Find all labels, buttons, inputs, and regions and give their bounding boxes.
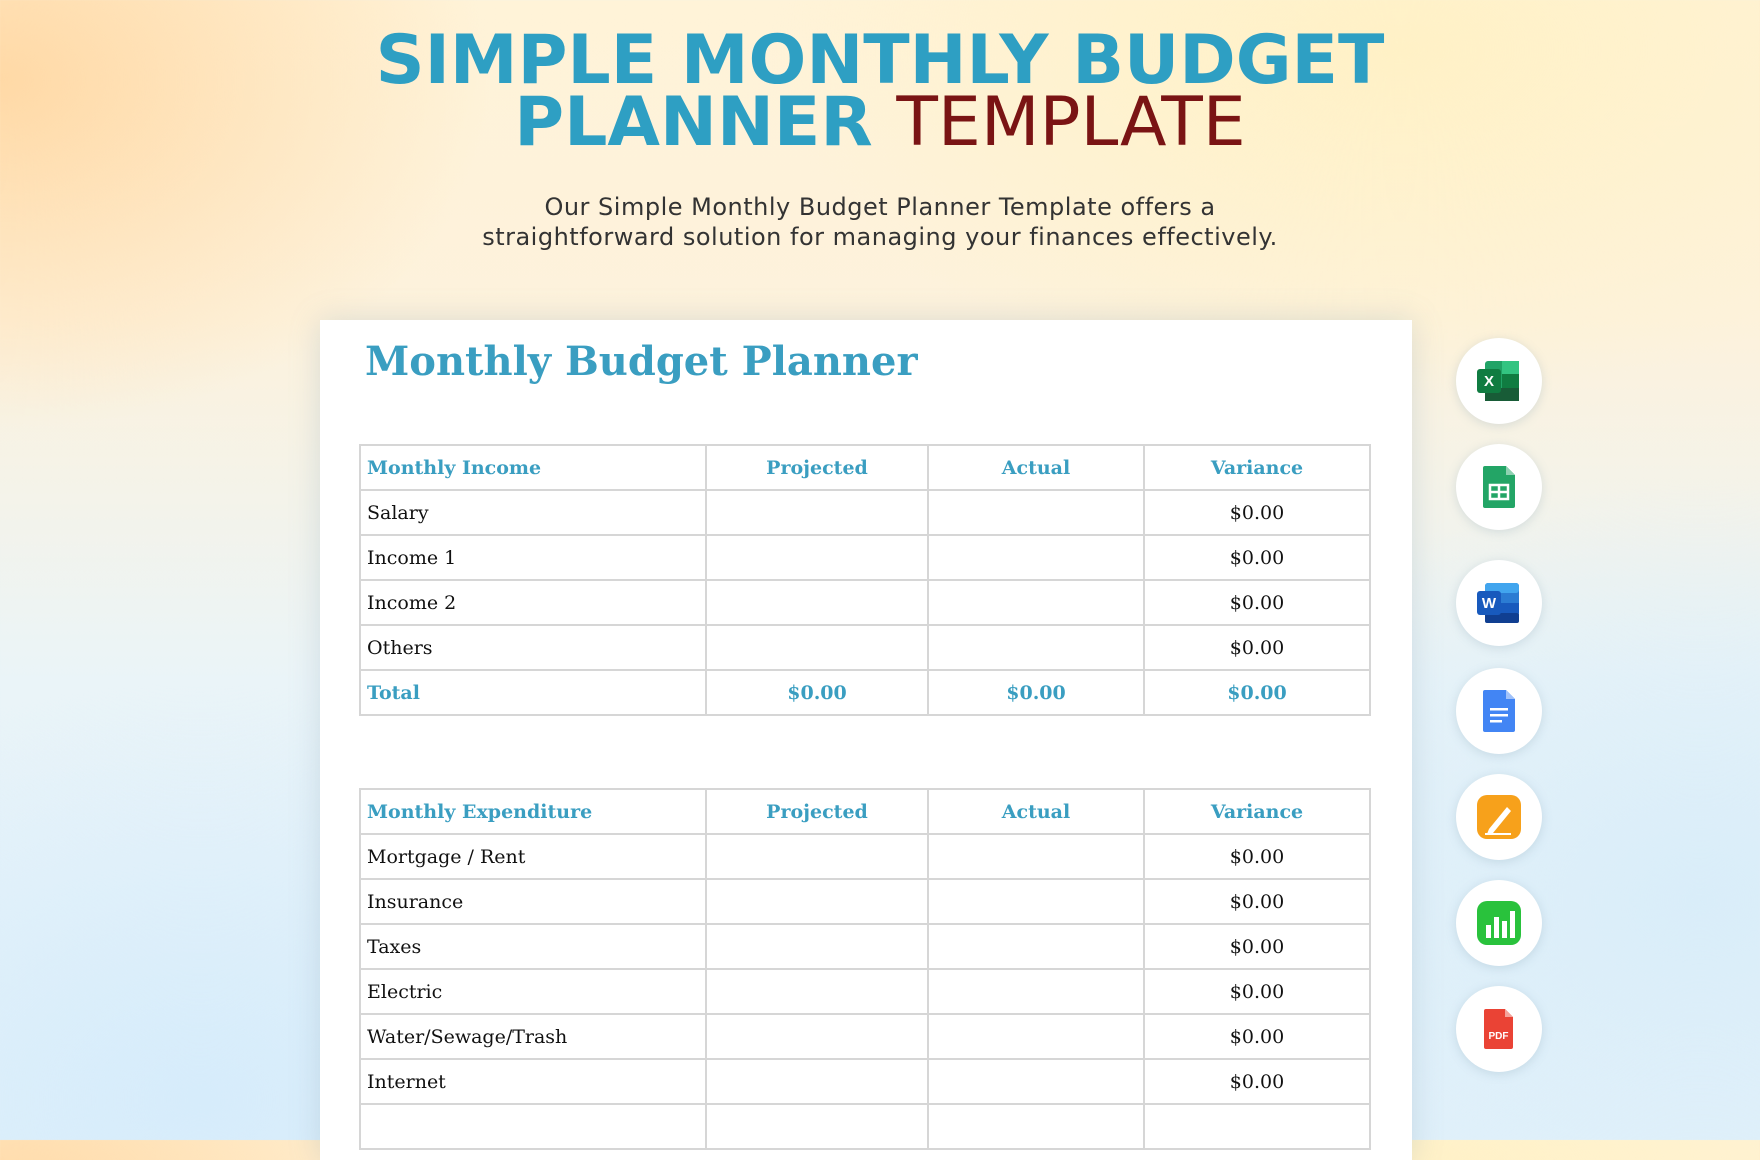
table-header-row — [360, 445, 1370, 490]
total-label: Total — [360, 670, 706, 715]
document-title: Monthly Budget Planner — [365, 338, 918, 385]
page-subtitle — [380, 192, 1380, 252]
table-header-row — [360, 789, 1370, 834]
actual-cell[interactable] — [928, 924, 1144, 969]
expenditure-table — [359, 788, 1371, 1150]
row-label: Salary — [360, 490, 706, 535]
table-row — [360, 580, 1370, 625]
pdf-icon — [1475, 1005, 1523, 1053]
table-row — [360, 1014, 1370, 1059]
word-letter: W — [1481, 595, 1497, 612]
table-row — [360, 1104, 1370, 1149]
table-row — [360, 490, 1370, 535]
excel-letter: X — [1483, 373, 1495, 390]
actual-cell[interactable] — [928, 1104, 1144, 1149]
row-label: Water/Sewage/Trash — [360, 1014, 706, 1059]
actual-cell[interactable] — [928, 1059, 1144, 1104]
variance-cell: $0.00 — [1144, 490, 1370, 535]
pages-icon — [1475, 793, 1523, 841]
total-projected: $0.00 — [706, 670, 928, 715]
variance-cell: $0.00 — [1144, 924, 1370, 969]
projected-cell[interactable] — [706, 1014, 928, 1059]
projected-cell[interactable] — [706, 580, 928, 625]
row-label: Internet — [360, 1059, 706, 1104]
heading-line-1: SIMPLE MONTHLY BUDGET — [375, 21, 1385, 100]
heading-line-2 — [0, 83, 1760, 162]
numbers-format-button[interactable] — [1456, 880, 1542, 966]
variance-cell: $0.00 — [1144, 834, 1370, 879]
actual-cell[interactable] — [928, 834, 1144, 879]
actual-cell[interactable] — [928, 535, 1144, 580]
subtitle-line-1: Our Simple Monthly Budget Planner Template offers a — [544, 193, 1216, 221]
projected-cell[interactable] — [706, 1059, 928, 1104]
heading-word-template: TEMPLATE — [896, 83, 1246, 162]
actual-cell[interactable] — [928, 490, 1144, 535]
projected-cell[interactable] — [706, 969, 928, 1014]
document-preview — [320, 320, 1412, 1160]
actual-cell[interactable] — [928, 969, 1144, 1014]
row-label: Income 2 — [360, 580, 706, 625]
google-docs-icon — [1475, 687, 1523, 735]
projected-cell[interactable] — [706, 535, 928, 580]
variance-cell: $0.00 — [1144, 580, 1370, 625]
actual-cell[interactable] — [928, 625, 1144, 670]
heading-word-planner: PLANNER — [514, 83, 873, 162]
projected-cell[interactable] — [706, 879, 928, 924]
row-label: Income 1 — [360, 535, 706, 580]
row-label — [360, 1104, 706, 1149]
page-heading — [0, 21, 1760, 162]
total-actual: $0.00 — [928, 670, 1144, 715]
google-sheets-format-button[interactable] — [1456, 444, 1542, 530]
projected-cell[interactable] — [706, 924, 928, 969]
pdf-label: PDF — [1488, 1031, 1509, 1042]
row-label: Electric — [360, 969, 706, 1014]
projected-cell[interactable] — [706, 625, 928, 670]
word-icon — [1475, 579, 1523, 627]
variance-cell: $0.00 — [1144, 969, 1370, 1014]
table-row — [360, 625, 1370, 670]
actual-cell[interactable] — [928, 580, 1144, 625]
numbers-icon — [1475, 899, 1523, 947]
actual-cell[interactable] — [928, 1014, 1144, 1059]
table-row — [360, 924, 1370, 969]
variance-cell: $0.00 — [1144, 1059, 1370, 1104]
google-docs-format-button[interactable] — [1456, 668, 1542, 754]
income-header-projected: Projected — [706, 445, 928, 490]
pages-format-button[interactable] — [1456, 774, 1542, 860]
table-row — [360, 879, 1370, 924]
expenditure-header-label: Monthly Expenditure — [360, 789, 706, 834]
projected-cell[interactable] — [706, 1104, 928, 1149]
expenditure-header-actual: Actual — [928, 789, 1144, 834]
variance-cell: $0.00 — [1144, 879, 1370, 924]
excel-icon — [1475, 357, 1523, 405]
total-row — [360, 670, 1370, 715]
expenditure-header-projected: Projected — [706, 789, 928, 834]
projected-cell[interactable] — [706, 834, 928, 879]
income-header-variance: Variance — [1144, 445, 1370, 490]
table-row — [360, 1059, 1370, 1104]
row-label: Insurance — [360, 879, 706, 924]
income-header-label: Monthly Income — [360, 445, 706, 490]
row-label: Taxes — [360, 924, 706, 969]
income-header-actual: Actual — [928, 445, 1144, 490]
table-row — [360, 834, 1370, 879]
excel-format-button[interactable] — [1456, 338, 1542, 424]
variance-cell — [1144, 1104, 1370, 1149]
word-format-button[interactable] — [1456, 560, 1542, 646]
row-label: Mortgage / Rent — [360, 834, 706, 879]
google-sheets-icon — [1475, 463, 1523, 511]
projected-cell[interactable] — [706, 490, 928, 535]
variance-cell: $0.00 — [1144, 535, 1370, 580]
income-table — [359, 444, 1371, 716]
subtitle-line-2: straightforward solution for managing your finances effectively. — [482, 223, 1278, 251]
table-row — [360, 969, 1370, 1014]
variance-cell: $0.00 — [1144, 1014, 1370, 1059]
variance-cell: $0.00 — [1144, 625, 1370, 670]
expenditure-header-variance: Variance — [1144, 789, 1370, 834]
pdf-format-button[interactable] — [1456, 986, 1542, 1072]
row-label: Others — [360, 625, 706, 670]
total-variance: $0.00 — [1144, 670, 1370, 715]
table-row — [360, 535, 1370, 580]
actual-cell[interactable] — [928, 879, 1144, 924]
